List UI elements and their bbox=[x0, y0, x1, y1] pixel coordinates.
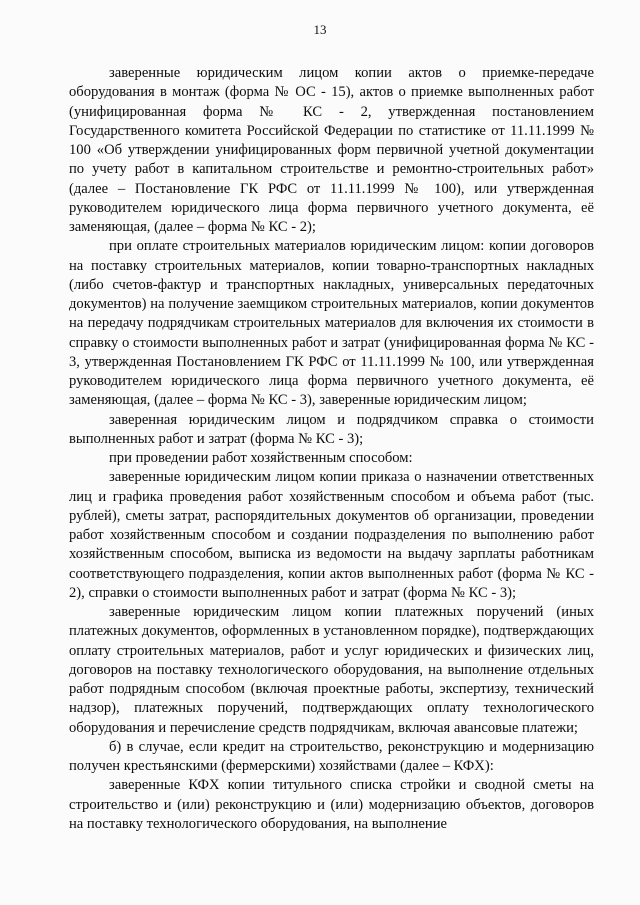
paragraph: заверенные КФХ копии титульного списка стройки и сводной сметы на строительство и (или) реконструкцию и (или) модернизацию объектов, договоров на поставку технологического оборудования, на выполнение bbox=[69, 777, 594, 832]
paragraph: при проведении работ хозяйственным способом: bbox=[109, 450, 413, 466]
paragraph: заверенные юридическим лицом копии приказа о назначении ответственных лиц и графика проведения работ хозяйственным способом и объема работ (тыс. рублей), сметы затрат, распорядительных документов об организации, проведении работ хозяйственным способом и создании подразделения по выполнению работ хозяйственным способом, выписка из ведомости на выдачу зарплаты работникам соответствующего подразделения, копии актов выполненных работ (форма № КС - 2), справки о стоимости выполненных работ и затрат (форма № КС - 3); bbox=[69, 469, 594, 601]
page-number: 13 bbox=[313, 22, 327, 37]
paragraph: заверенные юридическим лицом копии актов о приемке-передаче оборудования в монтаж (форма № ОС - 15), актов о приемке выполненных работ (унифицированная форма № КС - 2, утвержденная постановлением Государственного комитета Российской Федерации по статистике от 11.11.1999 № 100 «Об утверждении унифицированных форм первичной учетной документации по учету работ в капитальном строительстве и ремонтно-строительных работ» (далее – Постановление ГК РФС от 11.11.1999 № 100), или утвержденная руководителем юридического лица форма первичного учетного документа, её заменяющая, (далее – форма № КС - 2); bbox=[69, 65, 594, 235]
paragraph: б) в случае, если кредит на строительство, реконструкцию и модернизацию получен крестьянскими (фермерскими) хозяйствами (далее – КФХ): bbox=[69, 738, 594, 774]
paragraph: при оплате строительных материалов юридическим лицом: копии договоров на поставку строительных материалов, копии товарно-транспортных накладных (либо счетов-фактур и транспортных накладных, универсальных передаточных документов) на получение заемщиком строительных материалов, копии документов на передачу подрядчикам строительных материалов для включения их стоимости в справку о стоимости выполненных работ и затрат (унифицированная форма № КС - 3, утвержденная Постановлением ГК РФС от 11.11.1999 № 100, или утвержденная руководителем юридического лица форма первичного учетного документа, её заменяющая, (далее – форма № КС - 3), заверенные юридическим лицом; bbox=[69, 238, 594, 409]
paragraph: заверенные юридическим лицом копии платежных поручений (иных платежных документов, оформленных в установленном порядке), подтверждающих оплату строительных материалов, работ и услуг юридических и физических лиц, договоров на поставку технологического оборудования, на выполнение отдельных работ подрядным способом (включая проектные работы, экспертизу, технический надзор), платежных поручений, подтверждающих оплату технологического оборудования и перечисление средств подрядчикам, включая авансовые платежи; bbox=[69, 604, 594, 736]
paragraph: заверенная юридическим лицом и подрядчиком справка о стоимости выполненных работ и затрат (форма № КС - 3); bbox=[69, 411, 594, 447]
document-body bbox=[69, 64, 594, 834]
